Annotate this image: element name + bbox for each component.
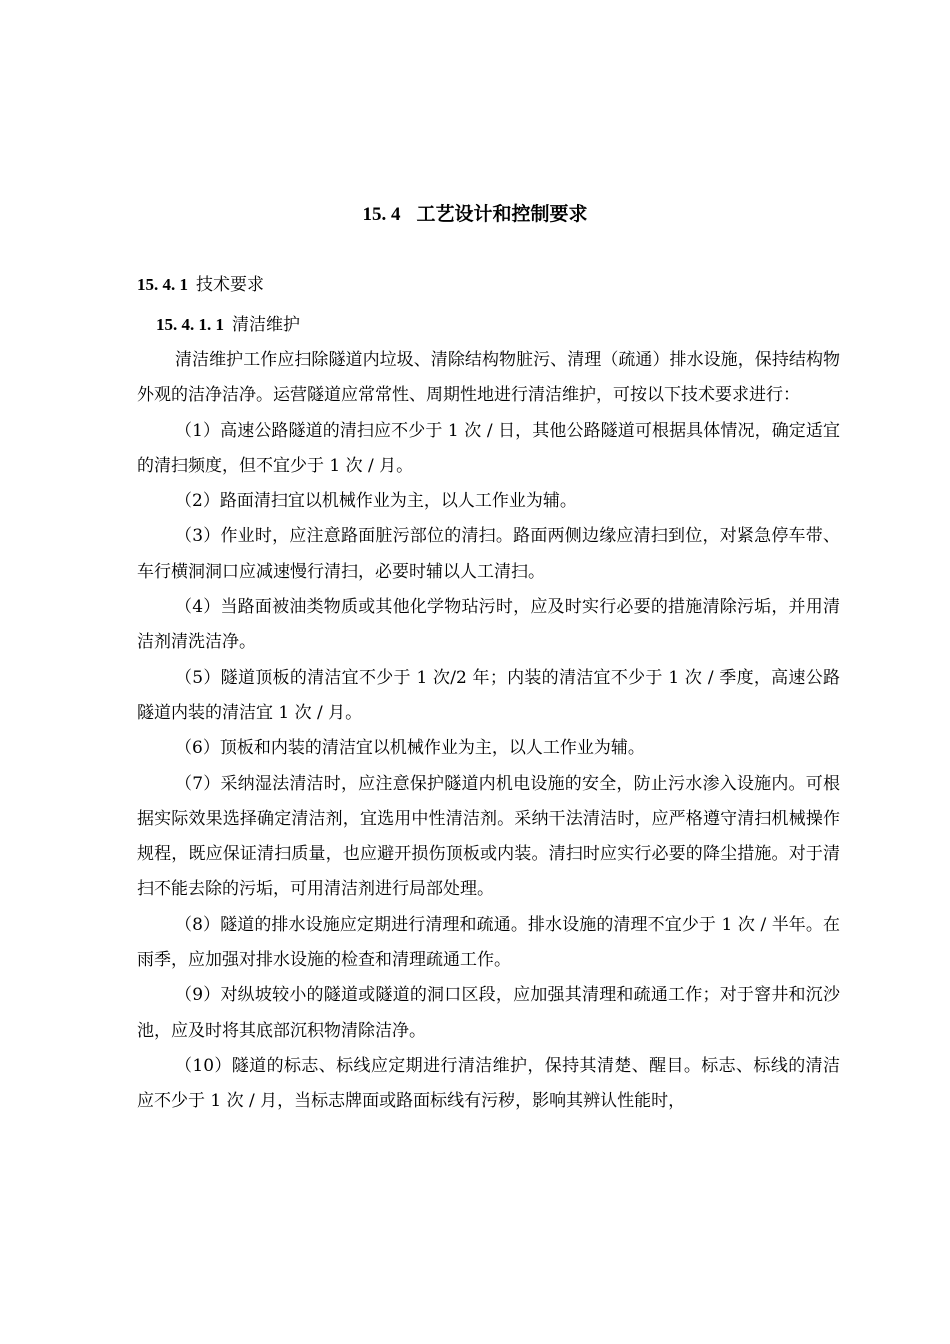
paragraph-item-2: （2）路面清扫宜以机械作业为主，以人工作业为辅。: [175, 491, 577, 512]
paragraph-item-5: （5）隧道顶板的清洁宜不少于 1 次/2 年；内装的清洁宜不少于 1 次 / 季度，高速公路隧道内装的清洁宜 1 次 / 月。: [137, 667, 840, 723]
paragraph-item-8: （8）隧道的排水设施应定期进行清理和疏通。排水设施的清理不宜少于 1 次 / 半年。在雨季，应加强对排水设施的检查和清理疏通工作。: [137, 914, 840, 971]
paragraph-item-10: （10）隧道的标志、标线应定期进行清洁维护，保持其清楚、醒目。标志、标线的清洁应不少于 1 次 / 月，当标志牌面或路面标线有污秽，影响其辨认性能时，: [137, 1055, 840, 1112]
section-title: 工艺设计和控制要求: [416, 203, 588, 225]
paragraph-intro: 清洁维护工作应扫除隧道内垃圾、清除结构物脏污、清理（疏通）排水设施，保持结构物外观的洁净洁净。运营隧道应常常性、周期性地进行清洁维护，可按以下技术要求进行：: [137, 350, 840, 406]
body-text: [137, 343, 840, 1120]
paragraph-item-3: （3）作业时，应注意路面脏污部位的清扫。路面两侧边缘应清扫到位，对紧急停车带、车行横洞洞口应减速慢行清扫，必要时辅以人工清扫。: [137, 526, 840, 582]
subsubsection-heading: [156, 312, 300, 338]
paragraph-item-7: （7）采纳湿法清洁时，应注意保护隧道内机电设施的安全，防止污水渗入设施内。可根据实际效果选择确定清洁剂，宜选用中性清洁剂。采纳干法清洁时，应严格遵守清扫机械操作规程，既应保证清扫质量，也应避开损伤顶板或内装。清扫时应实行必要的降尘措施。对于清扫不能去除的污垢，可用清洁剂进行局部处理。: [137, 773, 840, 900]
section-heading: [0, 200, 950, 229]
paragraph-item-6: （6）顶板和内装的清洁宜以机械作业为主，以人工作业为辅。: [175, 738, 645, 759]
paragraph-item-9: （9）对纵坡较小的隧道或隧道的洞口区段，应加强其清理和疏通工作；对于窨井和沉沙池，应及时将其底部沉积物清除洁净。: [137, 985, 840, 1041]
subsection-number: 15. 4. 1: [137, 275, 188, 294]
subsubsection-number: 15. 4. 1. 1: [156, 315, 224, 334]
subsubsection-title: 清洁维护: [232, 315, 300, 335]
paragraph-item-1: （1）高速公路隧道的清扫应不少于 1 次 / 日，其他公路隧道可根据具体情况，确定适宜的清扫频度，但不宜少于 1 次 / 月。: [137, 420, 840, 476]
section-number: 15. 4: [362, 204, 401, 225]
subsection-heading: [137, 272, 264, 298]
paragraph-item-4: （4）当路面被油类物质或其他化学物玷污时，应及时实行必要的措施清除污垢，并用清洁剂清洗洁净。: [137, 597, 840, 653]
subsection-title: 技术要求: [196, 275, 264, 295]
